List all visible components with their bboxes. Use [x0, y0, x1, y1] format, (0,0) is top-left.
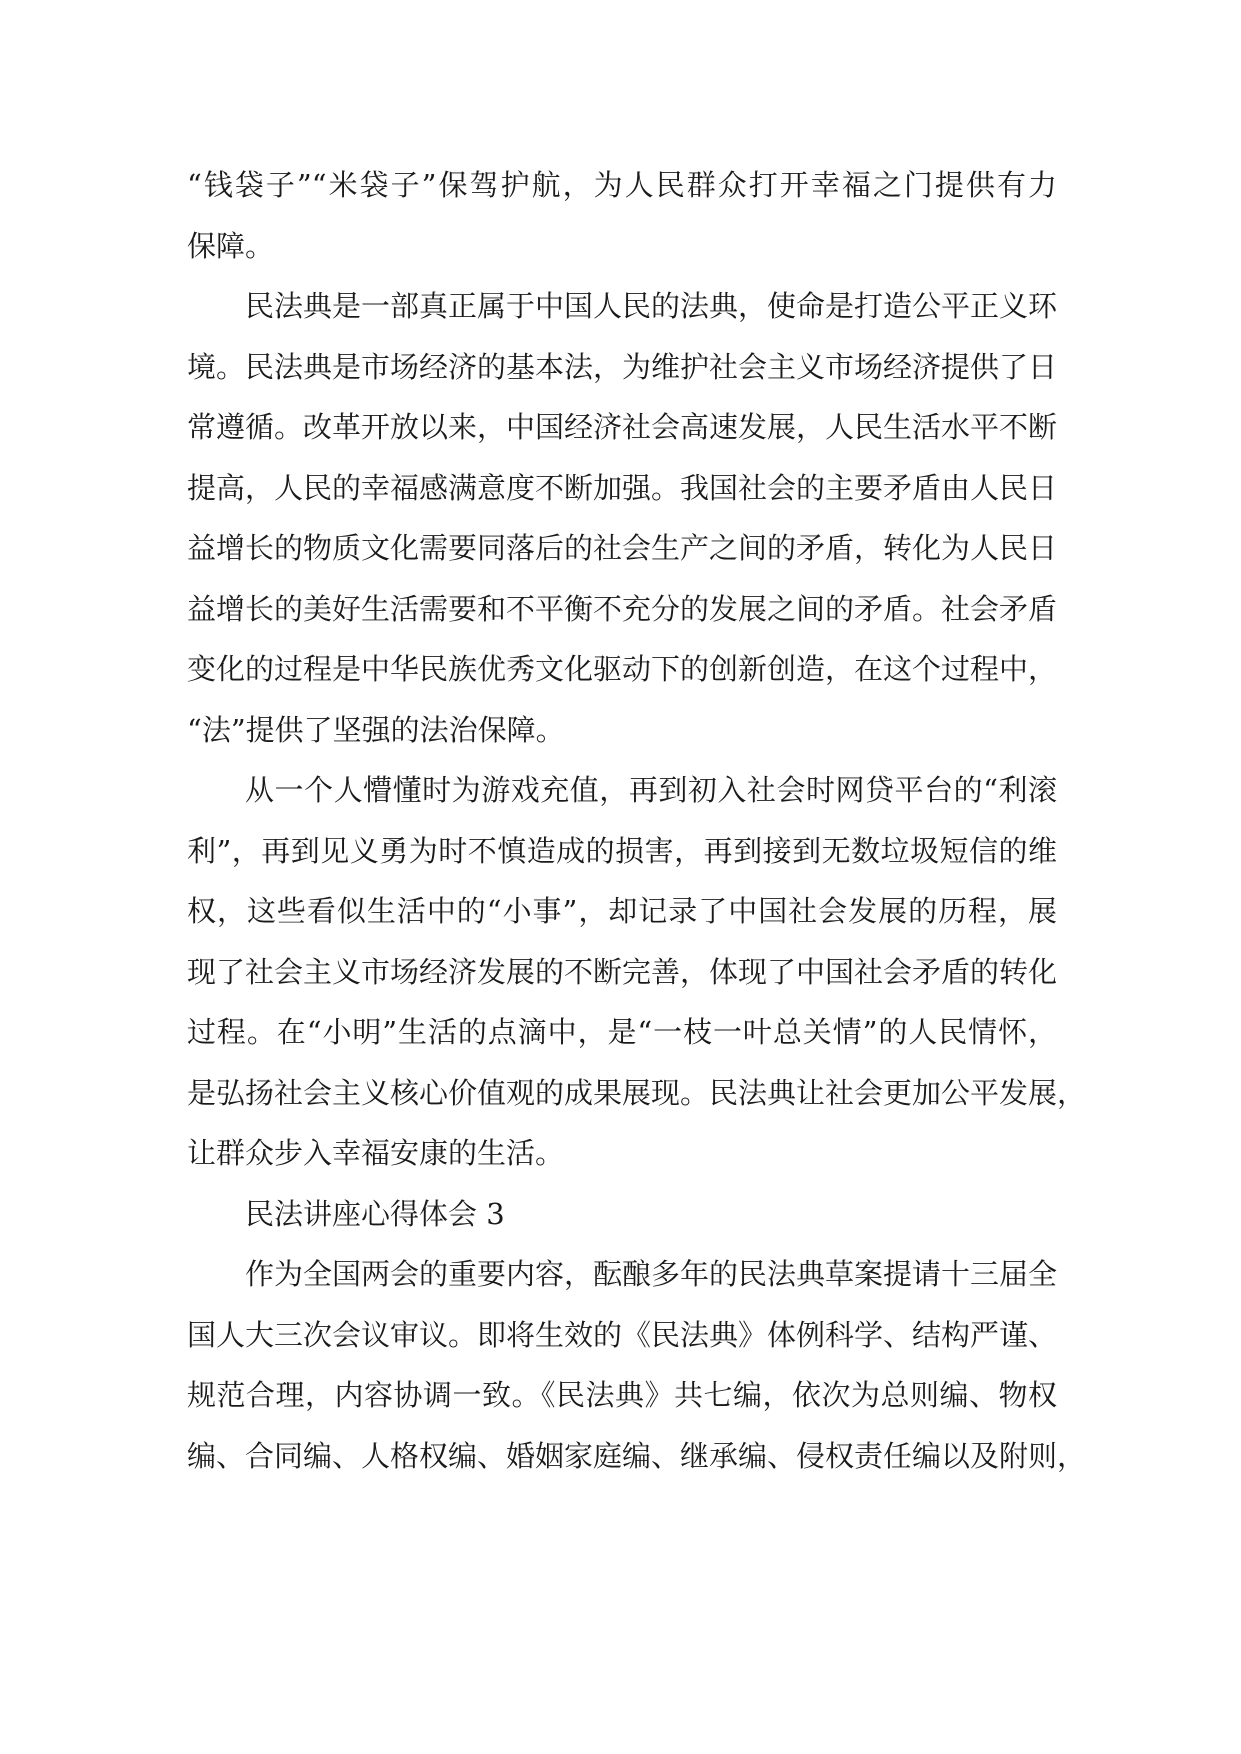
paragraph [187, 760, 1087, 1184]
paragraph [187, 276, 1057, 760]
paragraph [187, 1184, 1057, 1245]
text-line: 益增长的物质文化需要同落后的社会生产之间的矛盾，转化为人民日 [187, 531, 1058, 565]
text-line: “钱袋子”“米袋子”保驾护航，为人民群众打开幸福之门提供有力 [187, 168, 1057, 202]
text-line: 变化的过程是中华民族优秀文化驱动下的创新创造，在这个过程中， [187, 652, 1058, 686]
paragraph [187, 1244, 1087, 1486]
text-line: 作为全国两会的重要内容，酝酿多年的民法典草案提请十三届全 [245, 1257, 1058, 1291]
text-line: 保障。 [187, 228, 275, 263]
text-line: 提高，人民的幸福感满意度不断加强。我国社会的主要矛盾由人民日 [187, 470, 1058, 505]
text-line: “法”提供了坚强的法治保障。 [187, 712, 565, 747]
text-line: 境。民法典是市场经济的基本法，为维护社会主义市场经济提供了日 [187, 349, 1058, 384]
text-line: 权，这些看似生活中的“小事”，却记录了中国社会发展的历程，展 [187, 894, 1057, 928]
text-line: 现了社会主义市场经济发展的不断完善，体现了中国社会矛盾的转化 [187, 954, 1058, 989]
document-body [187, 155, 1087, 1486]
text-line: 从一个人懵懂时为游戏充值，再到初入社会时网贷平台的“利滚 [245, 773, 1057, 807]
text-line: 规范合理，内容协调一致。《民法典》共七编，依次为总则编、物权 [187, 1378, 1057, 1412]
text-line: 民法典是一部真正属于中国人民的法典，使命是打造公平正义环 [245, 289, 1058, 323]
paragraph [187, 155, 1057, 276]
text-line: 是弘扬社会主义核心价值观的成果展现。民法典让社会更加公平发展， [187, 1075, 1087, 1110]
text-line: 民法讲座心得体会 3 [245, 1196, 505, 1231]
text-line: 国人大三次会议审议。即将生效的《民法典》体例科学、结构严谨、 [187, 1317, 1058, 1352]
text-line: 过程。在“小明”生活的点滴中，是“一枝一叶总关情”的人民情怀， [187, 1015, 1057, 1049]
text-line: 常遵循。改革开放以来，中国经济社会高速发展，人民生活水平不断 [187, 410, 1058, 444]
text-line: 益增长的美好生活需要和不平衡不充分的发展之间的矛盾。社会矛盾 [187, 591, 1058, 626]
text-line: 编、合同编、人格权编、婚姻家庭编、继承编、侵权责任编以及附则， [187, 1438, 1087, 1473]
text-line: 让群众步入幸福安康的生活。 [187, 1136, 565, 1170]
text-line: 利”，再到见义勇为时不慎造成的损害，再到接到无数垃圾短信的维 [187, 833, 1057, 868]
